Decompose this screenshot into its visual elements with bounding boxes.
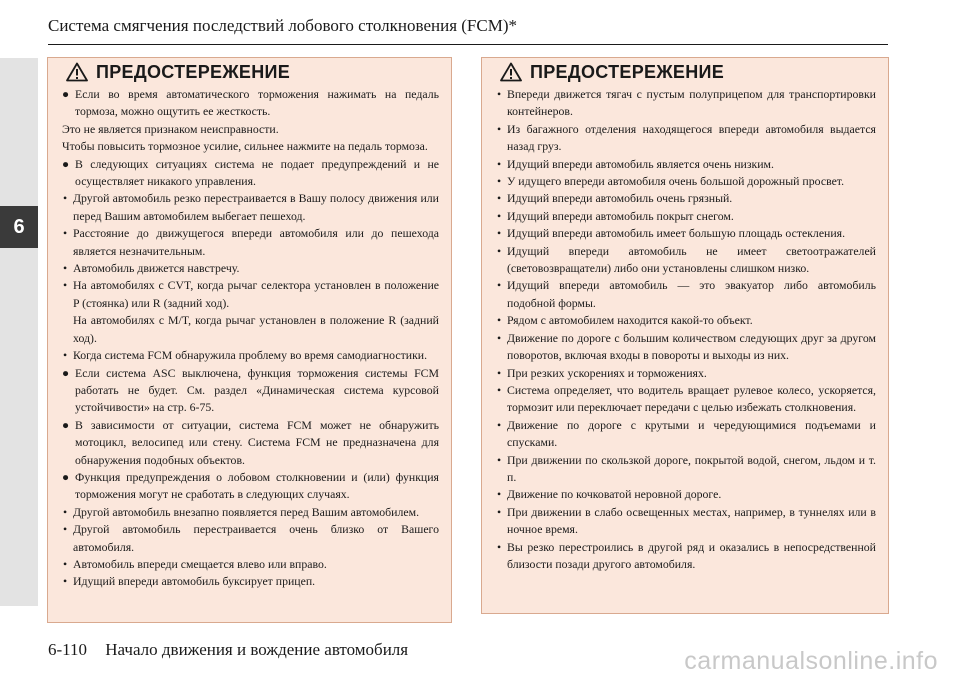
dot-icon: • [497, 174, 502, 189]
item-text: На автомобилях с CVT, когда рычаг селектора установлен в положение P (стоянка) или R (задний ход). [73, 278, 439, 310]
dot-icon: • [63, 278, 68, 293]
bullet-icon: ● [62, 365, 70, 380]
warning-header [62, 58, 439, 86]
dot-icon: • [63, 504, 68, 519]
dot-icon: • [497, 452, 502, 467]
warning-sub-item [496, 365, 876, 382]
dot-icon: • [63, 226, 68, 241]
dot-icon: • [63, 191, 68, 206]
item-text: При движении по скользкой дороге, покрытой водой, снегом, льдом и т. п. [507, 452, 876, 484]
item-text: Расстояние до движущегося впереди автомобиля или до пешехода является незначительным. [73, 226, 439, 258]
page-number: 6-110 [48, 640, 88, 659]
warning-item-list [62, 86, 439, 591]
dot-icon: • [497, 156, 502, 171]
item-text: При резких ускорениях и торможениях. [507, 365, 707, 380]
warning-bullet-item [62, 365, 439, 417]
warning-box-right [481, 57, 889, 614]
warning-sub-item [496, 486, 876, 503]
warning-heading: ПРЕДОСТЕРЕЖЕНИЕ [530, 61, 725, 82]
item-text: В зависимости от ситуации, система FCM может не обнаружить мотоцикл, велосипед или стену. Система FCM не предназначена для обнаружения подобных объектов. [75, 417, 439, 467]
warning-sub-item [496, 539, 876, 574]
item-text: Движение по дороге с крутыми и чередующимися подъемами и спусками. [507, 417, 876, 450]
warning-paragraph [62, 138, 439, 155]
page-title: Система смягчения последствий лобового столкновения (FCM)* [48, 16, 517, 35]
warning-bullet-item [62, 86, 439, 121]
item-text: Вы резко перестроились в другой ряд и оказались в непосредственной близости позади другого автомобиля. [507, 539, 876, 571]
warning-sub-item [496, 277, 876, 312]
dot-icon: • [497, 365, 502, 380]
item-text: Впереди движется тягач с пустым полуприцепом для транспортировки контейнеров. [507, 87, 876, 119]
dot-icon: • [63, 556, 68, 571]
dot-icon: • [63, 261, 68, 276]
dot-icon: • [497, 208, 502, 223]
warning-paragraph [62, 312, 439, 347]
dot-icon: • [497, 313, 502, 328]
item-text: Автомобиль впереди смещается влево или вправо. [73, 556, 327, 571]
item-text: Идущий впереди автомобиль имеет большую площадь остекления. [507, 226, 846, 241]
warning-sub-item [496, 330, 876, 365]
warning-sub-item [496, 190, 876, 207]
dot-icon: • [497, 487, 502, 502]
warning-sub-item [62, 260, 439, 277]
dot-icon: • [497, 121, 502, 136]
watermark: carmanualsonline.info [684, 647, 938, 675]
warning-sub-item [62, 573, 439, 590]
warning-sub-item [496, 121, 876, 156]
item-text: Когда система FCM обнаружила проблему во время самодиагностики. [73, 348, 428, 363]
item-text: Это не является признаком неисправности. [62, 121, 279, 136]
title-divider [48, 44, 888, 45]
dot-icon: • [497, 330, 502, 345]
dot-icon: • [497, 278, 502, 293]
warning-sub-item [62, 277, 439, 312]
dot-icon: • [497, 504, 502, 519]
item-text: Движение по дороге с большим количеством следующих друг за другом поворотов, включая входы в повороты и выходы из них. [507, 330, 876, 363]
warning-sub-item [62, 347, 439, 364]
warning-sub-item [496, 382, 876, 417]
warning-triangle-icon [66, 62, 88, 82]
page-footer [48, 640, 408, 660]
item-text: На автомобилях с M/T, когда рычаг установлен в положение R (задний ход). [73, 313, 439, 345]
warning-sub-item [496, 417, 876, 452]
warning-sub-item [62, 504, 439, 521]
warning-sub-item [496, 86, 876, 121]
warning-sub-item [496, 208, 876, 225]
bullet-icon: ● [62, 87, 70, 101]
warning-box-left [47, 57, 452, 623]
warning-header [496, 58, 876, 86]
warning-sub-item [62, 190, 439, 225]
item-text: Идущий впереди автомобиль очень грязный. [507, 191, 733, 206]
warning-triangle-icon [500, 62, 522, 82]
item-text: Другой автомобиль резко перестраивается в Вашу полосу движения или перед Вашим автомобилем выбегает пешеход. [73, 191, 439, 223]
item-text: Из багажного отделения находящегося впереди автомобиля выдается назад груз. [507, 121, 876, 154]
warning-sub-item [62, 225, 439, 260]
dot-icon: • [497, 243, 502, 258]
warning-item-list [496, 86, 876, 573]
warning-sub-item [62, 521, 439, 556]
dot-icon: • [497, 539, 502, 554]
bullet-icon: ● [62, 156, 70, 171]
item-text: Другой автомобиль перестраивается очень близко от Вашего автомобиля. [73, 522, 439, 554]
item-text: В следующих ситуациях система не подает предупреждений и не осуществляет никакого управления. [75, 156, 439, 189]
item-text: Система определяет, что водитель вращает рулевое колесо, ускоряется, тормозит или переключает передачи с целью избежать столкновения. [507, 382, 876, 415]
item-text: Идущий впереди автомобиль буксирует прицеп. [73, 574, 316, 589]
warning-sub-item [496, 173, 876, 190]
dot-icon: • [63, 574, 68, 589]
dot-icon: • [63, 348, 68, 363]
warning-sub-item [496, 225, 876, 242]
chapter-tab[interactable]: 6 [0, 206, 38, 248]
warning-sub-item [496, 312, 876, 329]
bullet-icon: ● [62, 469, 70, 484]
item-text: Идущий впереди автомобиль является очень низким. [507, 156, 774, 171]
chapter-sidebar [0, 58, 38, 606]
item-text: Идущий впереди автомобиль не имеет светоотражателей (световозвращатели) либо они установлены слишком низко. [507, 243, 876, 276]
warning-bullet-item [62, 469, 439, 504]
dot-icon: • [497, 191, 502, 206]
warning-sub-item [62, 556, 439, 573]
item-text: Автомобиль движется навстречу. [73, 261, 240, 276]
dot-icon: • [497, 382, 502, 397]
dot-icon: • [497, 226, 502, 241]
warning-sub-item [496, 243, 876, 278]
item-text: У идущего впереди автомобиля очень большой дорожный просвет. [507, 174, 845, 189]
bullet-icon: ● [62, 417, 70, 432]
warning-paragraph [62, 121, 439, 138]
item-text: Если во время автоматического торможения нажимать на педаль тормоза, можно ощутить ее жесткость. [75, 87, 439, 119]
dot-icon: • [497, 87, 502, 101]
dot-icon: • [497, 417, 502, 432]
item-text: При движении в слабо освещенных местах, например, в туннелях или в ночное время. [507, 504, 876, 537]
warning-heading: ПРЕДОСТЕРЕЖЕНИЕ [96, 61, 291, 82]
warning-sub-item [496, 452, 876, 487]
item-text: Другой автомобиль внезапно появляется перед Вашим автомобилем. [73, 504, 420, 519]
section-title: Начало движения и вождение автомобиля [105, 640, 409, 659]
warning-sub-item [496, 156, 876, 173]
item-text: Функция предупреждения о лобовом столкновении и (или) функция торможения могут не сработать в следующих случаях. [75, 469, 439, 502]
warning-bullet-item [62, 156, 439, 191]
item-text: Идущий впереди автомобиль — это эвакуатор либо автомобиль подобной формы. [507, 278, 876, 310]
warning-bullet-item [62, 417, 439, 469]
item-text: Идущий впереди автомобиль покрыт снегом. [507, 208, 734, 223]
item-text: Движение по кочковатой неровной дороге. [507, 487, 722, 502]
item-text: Если система ASC выключена, функция торможения системы FCM работать не будет. См. раздел «Динамическая система курсовой устойчивости» на стр. 6-75. [75, 365, 439, 415]
item-text: Рядом с автомобилем находится какой-то объект. [507, 313, 753, 328]
warning-sub-item [496, 504, 876, 539]
dot-icon: • [63, 522, 68, 537]
item-text: Чтобы повысить тормозное усилие, сильнее нажмите на педаль тормоза. [62, 139, 428, 154]
